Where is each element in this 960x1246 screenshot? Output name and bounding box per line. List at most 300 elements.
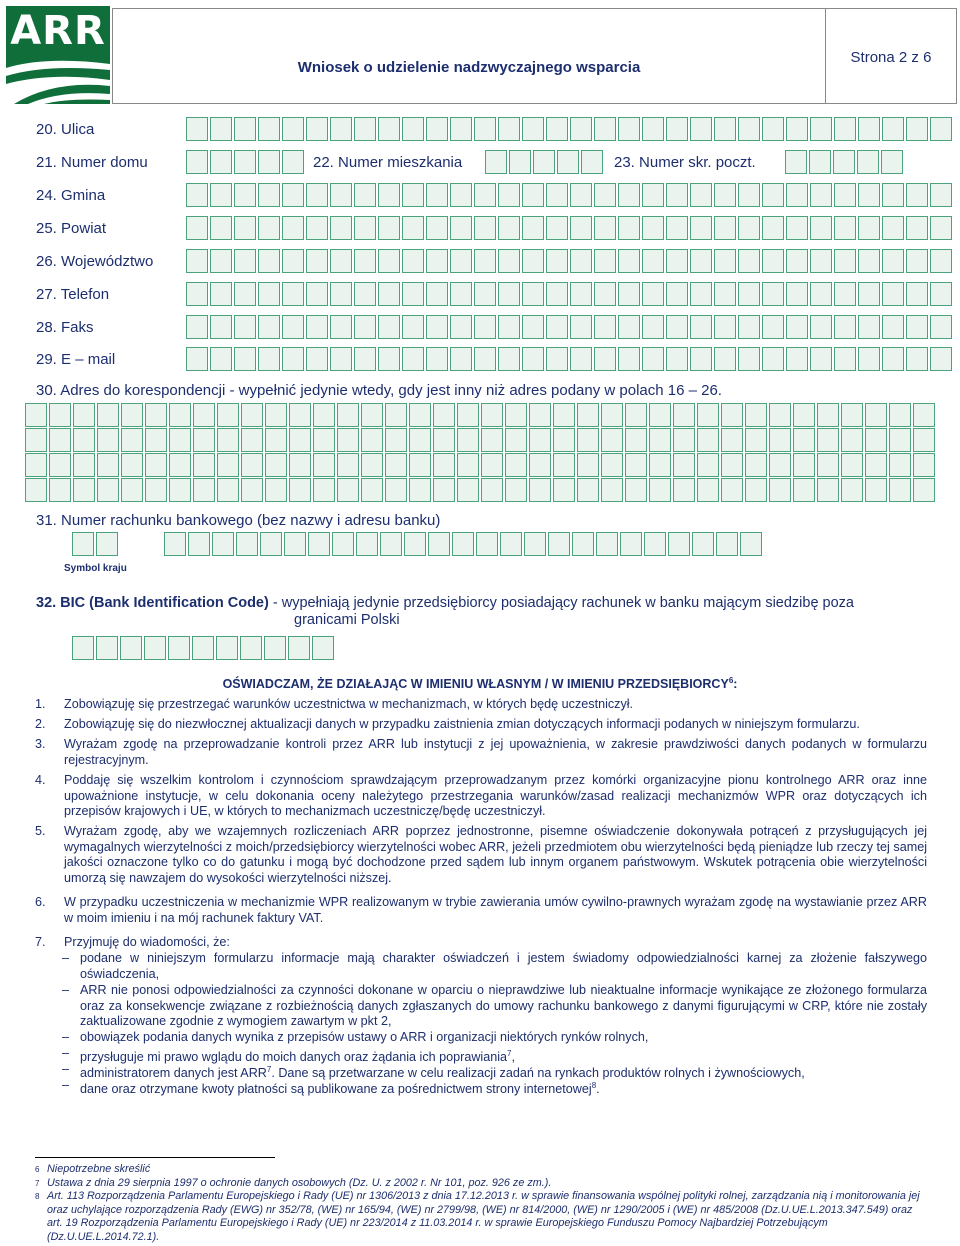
input-cell[interactable]	[714, 282, 736, 306]
correspondence-row-1-cells[interactable]	[25, 403, 937, 427]
input-cell[interactable]	[450, 347, 472, 371]
input-cell[interactable]	[546, 249, 568, 273]
input-cell[interactable]	[690, 347, 712, 371]
input-cell[interactable]	[450, 282, 472, 306]
input-cell[interactable]	[570, 117, 592, 141]
input-cell[interactable]	[385, 478, 407, 502]
input-cell[interactable]	[642, 117, 664, 141]
input-cell[interactable]	[498, 117, 520, 141]
input-cell[interactable]	[258, 216, 280, 240]
input-cell[interactable]	[690, 117, 712, 141]
input-cell[interactable]	[210, 150, 232, 174]
input-cell[interactable]	[546, 347, 568, 371]
input-cell[interactable]	[601, 453, 623, 477]
input-cell[interactable]	[240, 636, 262, 660]
input-cell[interactable]	[666, 315, 688, 339]
input-cell[interactable]	[666, 249, 688, 273]
input-cell[interactable]	[913, 478, 935, 502]
input-cell[interactable]	[557, 150, 579, 174]
input-cell[interactable]	[121, 428, 143, 452]
input-cell[interactable]	[697, 478, 719, 502]
input-cell[interactable]	[570, 183, 592, 207]
input-cell[interactable]	[882, 347, 904, 371]
input-cell[interactable]	[505, 478, 527, 502]
input-cell[interactable]	[625, 428, 647, 452]
input-cell[interactable]	[481, 403, 503, 427]
input-cell[interactable]	[581, 150, 603, 174]
input-cell[interactable]	[402, 282, 424, 306]
input-cell[interactable]	[330, 347, 352, 371]
input-cell[interactable]	[577, 478, 599, 502]
input-cell[interactable]	[186, 117, 208, 141]
input-cell[interactable]	[409, 478, 431, 502]
input-cell[interactable]	[217, 403, 239, 427]
input-cell[interactable]	[282, 249, 304, 273]
input-cell[interactable]	[258, 117, 280, 141]
input-cell[interactable]	[834, 183, 856, 207]
input-cell[interactable]	[553, 428, 575, 452]
input-cell[interactable]	[402, 347, 424, 371]
input-cell[interactable]	[282, 183, 304, 207]
commune-input-cells[interactable]	[186, 183, 954, 207]
input-cell[interactable]	[690, 282, 712, 306]
input-cell[interactable]	[354, 315, 376, 339]
input-cell[interactable]	[96, 532, 118, 556]
input-cell[interactable]	[210, 249, 232, 273]
input-cell[interactable]	[378, 315, 400, 339]
input-cell[interactable]	[354, 216, 376, 240]
input-cell[interactable]	[145, 428, 167, 452]
input-cell[interactable]	[785, 150, 807, 174]
input-cell[interactable]	[485, 150, 507, 174]
input-cell[interactable]	[378, 347, 400, 371]
input-cell[interactable]	[186, 150, 208, 174]
email-input-cells[interactable]	[186, 347, 954, 371]
input-cell[interactable]	[474, 282, 496, 306]
input-cell[interactable]	[212, 532, 234, 556]
input-cell[interactable]	[841, 428, 863, 452]
input-cell[interactable]	[217, 453, 239, 477]
input-cell[interactable]	[498, 315, 520, 339]
input-cell[interactable]	[452, 532, 474, 556]
input-cell[interactable]	[642, 315, 664, 339]
input-cell[interactable]	[930, 315, 952, 339]
input-cell[interactable]	[522, 216, 544, 240]
input-cell[interactable]	[546, 282, 568, 306]
input-cell[interactable]	[498, 347, 520, 371]
input-cell[interactable]	[889, 428, 911, 452]
input-cell[interactable]	[810, 315, 832, 339]
input-cell[interactable]	[49, 478, 71, 502]
input-cell[interactable]	[97, 403, 119, 427]
input-cell[interactable]	[457, 453, 479, 477]
input-cell[interactable]	[570, 315, 592, 339]
input-cell[interactable]	[690, 216, 712, 240]
correspondence-row-3-cells[interactable]	[25, 453, 937, 477]
input-cell[interactable]	[193, 403, 215, 427]
input-cell[interactable]	[409, 428, 431, 452]
input-cell[interactable]	[881, 150, 903, 174]
input-cell[interactable]	[522, 347, 544, 371]
input-cell[interactable]	[529, 403, 551, 427]
input-cell[interactable]	[618, 347, 640, 371]
phone-input-cells[interactable]	[186, 282, 954, 306]
input-cell[interactable]	[618, 117, 640, 141]
input-cell[interactable]	[474, 183, 496, 207]
input-cell[interactable]	[306, 282, 328, 306]
input-cell[interactable]	[594, 216, 616, 240]
input-cell[interactable]	[882, 216, 904, 240]
input-cell[interactable]	[529, 428, 551, 452]
input-cell[interactable]	[402, 183, 424, 207]
input-cell[interactable]	[164, 532, 186, 556]
input-cell[interactable]	[306, 117, 328, 141]
input-cell[interactable]	[721, 428, 743, 452]
input-cell[interactable]	[618, 216, 640, 240]
input-cell[interactable]	[889, 403, 911, 427]
bic-input-cells[interactable]	[72, 636, 336, 660]
input-cell[interactable]	[786, 347, 808, 371]
input-cell[interactable]	[121, 403, 143, 427]
input-cell[interactable]	[594, 347, 616, 371]
input-cell[interactable]	[745, 453, 767, 477]
input-cell[interactable]	[906, 315, 928, 339]
input-cell[interactable]	[409, 453, 431, 477]
input-cell[interactable]	[570, 347, 592, 371]
input-cell[interactable]	[570, 216, 592, 240]
input-cell[interactable]	[625, 403, 647, 427]
input-cell[interactable]	[308, 532, 330, 556]
input-cell[interactable]	[644, 532, 666, 556]
input-cell[interactable]	[426, 216, 448, 240]
input-cell[interactable]	[649, 403, 671, 427]
input-cell[interactable]	[193, 478, 215, 502]
input-cell[interactable]	[498, 249, 520, 273]
input-cell[interactable]	[258, 315, 280, 339]
input-cell[interactable]	[642, 183, 664, 207]
input-cell[interactable]	[258, 347, 280, 371]
input-cell[interactable]	[865, 403, 887, 427]
input-cell[interactable]	[306, 249, 328, 273]
input-cell[interactable]	[450, 216, 472, 240]
input-cell[interactable]	[810, 249, 832, 273]
input-cell[interactable]	[426, 183, 448, 207]
input-cell[interactable]	[834, 117, 856, 141]
input-cell[interactable]	[474, 117, 496, 141]
input-cell[interactable]	[601, 478, 623, 502]
input-cell[interactable]	[498, 183, 520, 207]
input-cell[interactable]	[738, 249, 760, 273]
input-cell[interactable]	[570, 282, 592, 306]
input-cell[interactable]	[378, 216, 400, 240]
input-cell[interactable]	[714, 216, 736, 240]
input-cell[interactable]	[97, 428, 119, 452]
input-cell[interactable]	[145, 403, 167, 427]
input-cell[interactable]	[841, 453, 863, 477]
bank-account-input-cells[interactable]	[164, 532, 764, 556]
input-cell[interactable]	[930, 282, 952, 306]
input-cell[interactable]	[210, 315, 232, 339]
input-cell[interactable]	[913, 428, 935, 452]
input-cell[interactable]	[769, 478, 791, 502]
input-cell[interactable]	[546, 183, 568, 207]
input-cell[interactable]	[313, 478, 335, 502]
input-cell[interactable]	[745, 403, 767, 427]
input-cell[interactable]	[385, 403, 407, 427]
input-cell[interactable]	[858, 282, 880, 306]
input-cell[interactable]	[618, 249, 640, 273]
input-cell[interactable]	[673, 453, 695, 477]
input-cell[interactable]	[762, 117, 784, 141]
input-cell[interactable]	[740, 532, 762, 556]
correspondence-row-4-cells[interactable]	[25, 478, 937, 502]
input-cell[interactable]	[234, 117, 256, 141]
input-cell[interactable]	[714, 117, 736, 141]
input-cell[interactable]	[882, 249, 904, 273]
input-cell[interactable]	[692, 532, 714, 556]
input-cell[interactable]	[356, 532, 378, 556]
input-cell[interactable]	[810, 183, 832, 207]
input-cell[interactable]	[330, 282, 352, 306]
input-cell[interactable]	[402, 249, 424, 273]
input-cell[interactable]	[354, 282, 376, 306]
input-cell[interactable]	[306, 347, 328, 371]
input-cell[interactable]	[666, 183, 688, 207]
input-cell[interactable]	[738, 216, 760, 240]
input-cell[interactable]	[882, 315, 904, 339]
input-cell[interactable]	[49, 453, 71, 477]
input-cell[interactable]	[457, 403, 479, 427]
input-cell[interactable]	[505, 428, 527, 452]
input-cell[interactable]	[402, 315, 424, 339]
input-cell[interactable]	[906, 216, 928, 240]
input-cell[interactable]	[533, 150, 555, 174]
input-cell[interactable]	[762, 347, 784, 371]
input-cell[interactable]	[145, 453, 167, 477]
input-cell[interactable]	[673, 403, 695, 427]
input-cell[interactable]	[378, 282, 400, 306]
input-cell[interactable]	[73, 403, 95, 427]
input-cell[interactable]	[264, 636, 286, 660]
input-cell[interactable]	[594, 183, 616, 207]
input-cell[interactable]	[522, 315, 544, 339]
input-cell[interactable]	[817, 453, 839, 477]
input-cell[interactable]	[745, 478, 767, 502]
input-cell[interactable]	[601, 428, 623, 452]
input-cell[interactable]	[49, 428, 71, 452]
input-cell[interactable]	[841, 478, 863, 502]
input-cell[interactable]	[642, 216, 664, 240]
input-cell[interactable]	[858, 347, 880, 371]
input-cell[interactable]	[186, 183, 208, 207]
input-cell[interactable]	[620, 532, 642, 556]
input-cell[interactable]	[625, 478, 647, 502]
input-cell[interactable]	[25, 403, 47, 427]
input-cell[interactable]	[906, 117, 928, 141]
input-cell[interactable]	[834, 282, 856, 306]
input-cell[interactable]	[714, 315, 736, 339]
input-cell[interactable]	[642, 249, 664, 273]
input-cell[interactable]	[330, 249, 352, 273]
input-cell[interactable]	[337, 478, 359, 502]
input-cell[interactable]	[73, 478, 95, 502]
input-cell[interactable]	[858, 315, 880, 339]
po-box-input-cells[interactable]	[785, 150, 905, 174]
input-cell[interactable]	[522, 282, 544, 306]
input-cell[interactable]	[553, 453, 575, 477]
input-cell[interactable]	[714, 183, 736, 207]
input-cell[interactable]	[930, 183, 952, 207]
input-cell[interactable]	[858, 216, 880, 240]
input-cell[interactable]	[738, 347, 760, 371]
input-cell[interactable]	[258, 282, 280, 306]
input-cell[interactable]	[841, 403, 863, 427]
input-cell[interactable]	[810, 117, 832, 141]
input-cell[interactable]	[378, 249, 400, 273]
input-cell[interactable]	[786, 282, 808, 306]
input-cell[interactable]	[236, 532, 258, 556]
input-cell[interactable]	[313, 453, 335, 477]
input-cell[interactable]	[786, 216, 808, 240]
input-cell[interactable]	[25, 428, 47, 452]
input-cell[interactable]	[306, 183, 328, 207]
input-cell[interactable]	[649, 453, 671, 477]
input-cell[interactable]	[546, 117, 568, 141]
input-cell[interactable]	[186, 315, 208, 339]
correspondence-row-2-cells[interactable]	[25, 428, 937, 452]
input-cell[interactable]	[833, 150, 855, 174]
input-cell[interactable]	[834, 315, 856, 339]
input-cell[interactable]	[594, 282, 616, 306]
input-cell[interactable]	[906, 249, 928, 273]
input-cell[interactable]	[690, 183, 712, 207]
input-cell[interactable]	[282, 315, 304, 339]
input-cell[interactable]	[450, 315, 472, 339]
input-cell[interactable]	[361, 428, 383, 452]
input-cell[interactable]	[524, 532, 546, 556]
input-cell[interactable]	[282, 150, 304, 174]
input-cell[interactable]	[96, 636, 118, 660]
input-cell[interactable]	[457, 478, 479, 502]
input-cell[interactable]	[505, 403, 527, 427]
input-cell[interactable]	[690, 249, 712, 273]
input-cell[interactable]	[666, 216, 688, 240]
input-cell[interactable]	[668, 532, 690, 556]
input-cell[interactable]	[241, 453, 263, 477]
input-cell[interactable]	[810, 282, 832, 306]
input-cell[interactable]	[361, 403, 383, 427]
input-cell[interactable]	[216, 636, 238, 660]
input-cell[interactable]	[186, 282, 208, 306]
input-cell[interactable]	[217, 428, 239, 452]
input-cell[interactable]	[817, 478, 839, 502]
input-cell[interactable]	[284, 532, 306, 556]
input-cell[interactable]	[426, 347, 448, 371]
input-cell[interactable]	[289, 453, 311, 477]
input-cell[interactable]	[97, 453, 119, 477]
input-cell[interactable]	[426, 249, 448, 273]
input-cell[interactable]	[186, 249, 208, 273]
input-cell[interactable]	[481, 453, 503, 477]
input-cell[interactable]	[697, 403, 719, 427]
input-cell[interactable]	[210, 282, 232, 306]
voivodeship-input-cells[interactable]	[186, 249, 954, 273]
apartment-number-input-cells[interactable]	[485, 150, 605, 174]
input-cell[interactable]	[260, 532, 282, 556]
input-cell[interactable]	[330, 315, 352, 339]
input-cell[interactable]	[762, 216, 784, 240]
input-cell[interactable]	[234, 347, 256, 371]
input-cell[interactable]	[817, 428, 839, 452]
country-symbol-input-cells[interactable]	[72, 532, 120, 556]
input-cell[interactable]	[385, 453, 407, 477]
input-cell[interactable]	[834, 216, 856, 240]
input-cell[interactable]	[546, 315, 568, 339]
input-cell[interactable]	[809, 150, 831, 174]
input-cell[interactable]	[522, 183, 544, 207]
input-cell[interactable]	[509, 150, 531, 174]
input-cell[interactable]	[121, 453, 143, 477]
input-cell[interactable]	[913, 453, 935, 477]
input-cell[interactable]	[330, 216, 352, 240]
input-cell[interactable]	[332, 532, 354, 556]
input-cell[interactable]	[25, 453, 47, 477]
input-cell[interactable]	[210, 117, 232, 141]
input-cell[interactable]	[906, 183, 928, 207]
input-cell[interactable]	[553, 403, 575, 427]
input-cell[interactable]	[450, 249, 472, 273]
input-cell[interactable]	[433, 428, 455, 452]
input-cell[interactable]	[234, 315, 256, 339]
input-cell[interactable]	[241, 403, 263, 427]
input-cell[interactable]	[857, 150, 879, 174]
input-cell[interactable]	[529, 453, 551, 477]
input-cell[interactable]	[73, 453, 95, 477]
input-cell[interactable]	[546, 216, 568, 240]
input-cell[interactable]	[186, 216, 208, 240]
input-cell[interactable]	[666, 347, 688, 371]
input-cell[interactable]	[714, 249, 736, 273]
input-cell[interactable]	[258, 249, 280, 273]
input-cell[interactable]	[858, 183, 880, 207]
input-cell[interactable]	[234, 249, 256, 273]
input-cell[interactable]	[265, 428, 287, 452]
input-cell[interactable]	[188, 532, 210, 556]
input-cell[interactable]	[858, 249, 880, 273]
input-cell[interactable]	[769, 428, 791, 452]
input-cell[interactable]	[169, 403, 191, 427]
input-cell[interactable]	[337, 403, 359, 427]
input-cell[interactable]	[930, 216, 952, 240]
input-cell[interactable]	[810, 216, 832, 240]
input-cell[interactable]	[306, 216, 328, 240]
input-cell[interactable]	[498, 216, 520, 240]
input-cell[interactable]	[714, 347, 736, 371]
input-cell[interactable]	[865, 453, 887, 477]
input-cell[interactable]	[505, 453, 527, 477]
input-cell[interactable]	[168, 636, 190, 660]
input-cell[interactable]	[522, 249, 544, 273]
input-cell[interactable]	[426, 282, 448, 306]
input-cell[interactable]	[882, 282, 904, 306]
input-cell[interactable]	[673, 478, 695, 502]
input-cell[interactable]	[666, 282, 688, 306]
input-cell[interactable]	[474, 347, 496, 371]
input-cell[interactable]	[426, 117, 448, 141]
input-cell[interactable]	[769, 403, 791, 427]
input-cell[interactable]	[498, 282, 520, 306]
input-cell[interactable]	[265, 403, 287, 427]
